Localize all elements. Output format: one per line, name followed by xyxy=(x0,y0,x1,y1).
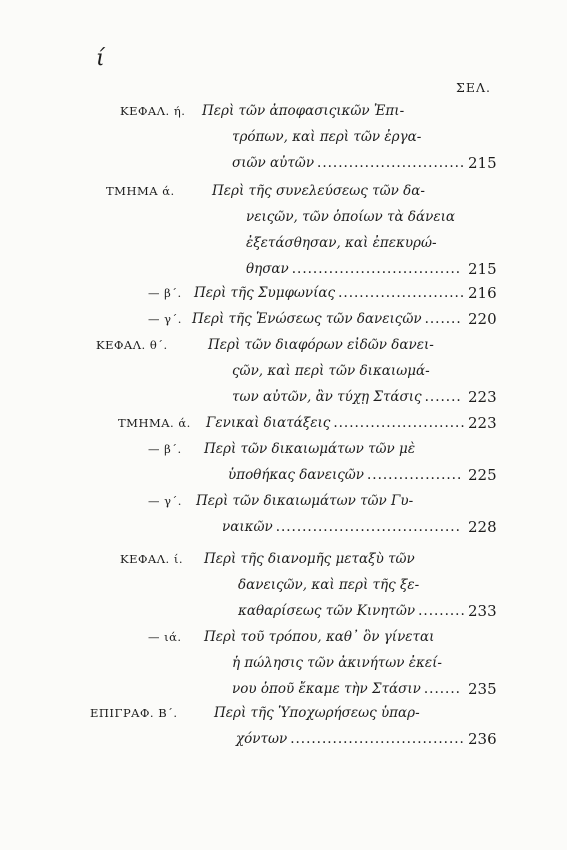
toc-page-number: 220 xyxy=(468,310,497,328)
dot-leader: ....... xyxy=(424,311,462,327)
toc-page-number: 215 xyxy=(468,154,497,172)
dot-leader: ................................... xyxy=(275,519,461,535)
toc-entry-title-line: τρόπων, καὶ περὶ τῶν ἐργα- xyxy=(232,129,422,145)
toc-entry-title-line: καθαρίσεως τῶν Κινητῶν xyxy=(238,603,416,619)
toc-page-number: 235 xyxy=(468,680,497,698)
dot-leader: .................. xyxy=(367,467,463,483)
toc-entry-title-line: θησαν xyxy=(246,261,289,277)
toc-page-number: 215 xyxy=(468,260,497,278)
dot-leader: ....... xyxy=(423,681,461,697)
toc-entry-label: ΤΜΗΜΑ. ά. xyxy=(118,416,191,430)
toc-page-number: 228 xyxy=(468,518,497,536)
toc-entry-title-line: Περὶ τῆς Ὑποχωρήσεως ὑπαρ- xyxy=(214,705,420,721)
toc-page-number: 223 xyxy=(468,414,497,432)
toc-entry-label: ΤΜΗΜΑ ά. xyxy=(106,184,175,198)
dot-leader: ................................. xyxy=(290,731,465,747)
dot-leader: ......... xyxy=(418,603,466,619)
toc-entry-title-line: Περὶ τῆς συνελεύσεως τῶν δα- xyxy=(212,183,425,199)
toc-entry-title-line: νειςῶν, τῶν ὁποίων τὰ δάνεια xyxy=(246,209,455,225)
toc-entry-title-line: Περὶ τῶν διαφόρων εἰδῶν δανει- xyxy=(208,337,434,353)
toc-page-number: 233 xyxy=(468,602,497,620)
dot-leader: ....... xyxy=(424,389,462,405)
toc-entry-label: — β΄. xyxy=(148,286,182,300)
toc-entry-label: — β΄. xyxy=(148,442,182,456)
toc-entry-label: ΚΕΦΑΛ. ί. xyxy=(120,552,183,566)
toc-entry-title-line: Περὶ τῶν δικαιωμάτων τῶν μὲ xyxy=(204,441,416,457)
toc-entry-title-line: νου ὁποῦ ἔκαμε τὴν Στάσιν xyxy=(232,681,421,697)
toc-entry-title-line: χόντων xyxy=(236,731,288,747)
toc-entry-title-line: Περὶ τῶν δικαιωμάτων τῶν Γυ- xyxy=(196,493,414,509)
toc-entry-title-line: δανειςῶν, καὶ περὶ τῆς ξε- xyxy=(238,577,420,593)
toc-entry-title-line: Περὶ τῆς Ἑνώσεως τῶν δανειςῶν xyxy=(192,311,422,327)
page-number: ί xyxy=(96,46,105,71)
toc-entry-label: ΚΕΦΑΛ. ή. xyxy=(120,104,186,118)
toc-entry-title-line: Περὶ τοῦ τρόπου, καθ᾽ ὃν γίνεται xyxy=(204,629,435,645)
dot-leader: ................................ xyxy=(291,261,462,277)
toc-entry-label: — γ΄. xyxy=(148,312,182,326)
toc-entry-label: — ιά. xyxy=(148,630,182,644)
toc-page-number: 216 xyxy=(468,284,497,302)
toc-entry-title-line: ἡ πώλησις τῶν ἀκινήτων ἐκεί- xyxy=(232,655,442,671)
toc-entry-title-line: ἐξετάσθησαν, καὶ ἐπεκυρώ- xyxy=(246,235,437,251)
toc-entry-title-line: ναικῶν xyxy=(222,519,273,535)
toc-entry-title-line: Περὶ τῶν ἀποφασιςικῶν Ἐπι- xyxy=(202,103,405,119)
toc-page-number: 225 xyxy=(468,466,497,484)
dot-leader: ............................ xyxy=(317,155,466,171)
toc-entry-title-line: Γενικαὶ διατάξεις xyxy=(206,415,331,431)
toc-entry-label: ΕΠΙΓΡΑΦ. Β΄. xyxy=(90,706,178,720)
dot-leader: ......................... xyxy=(333,415,466,431)
toc-entry-title-line: ςῶν, καὶ περὶ τῶν δικαιωμά- xyxy=(232,363,430,379)
toc-entry-label: ΚΕΦΑΛ. θ΄. xyxy=(96,338,168,352)
toc-entry-label: — γ΄. xyxy=(148,494,182,508)
toc-entry-title-line: Περὶ τῆς διανομῆς μεταξὺ τῶν xyxy=(204,551,415,567)
toc-page-number: 223 xyxy=(468,388,497,406)
toc-entry-title-line: ὑποθήκας δανειςῶν xyxy=(228,467,365,483)
toc-entry-title-line: Περὶ τῆς Συμφωνίας xyxy=(194,285,336,301)
dot-leader: ........................ xyxy=(338,285,466,301)
toc-entry-title-line: των αὐτῶν, ἂν τύχῃ Στάσις xyxy=(232,389,422,405)
toc-entry-title-line: σιῶν αὐτῶν xyxy=(232,155,315,171)
toc-page-number: 236 xyxy=(468,730,497,748)
page-column-header: ΣΕΛ. xyxy=(456,80,491,95)
